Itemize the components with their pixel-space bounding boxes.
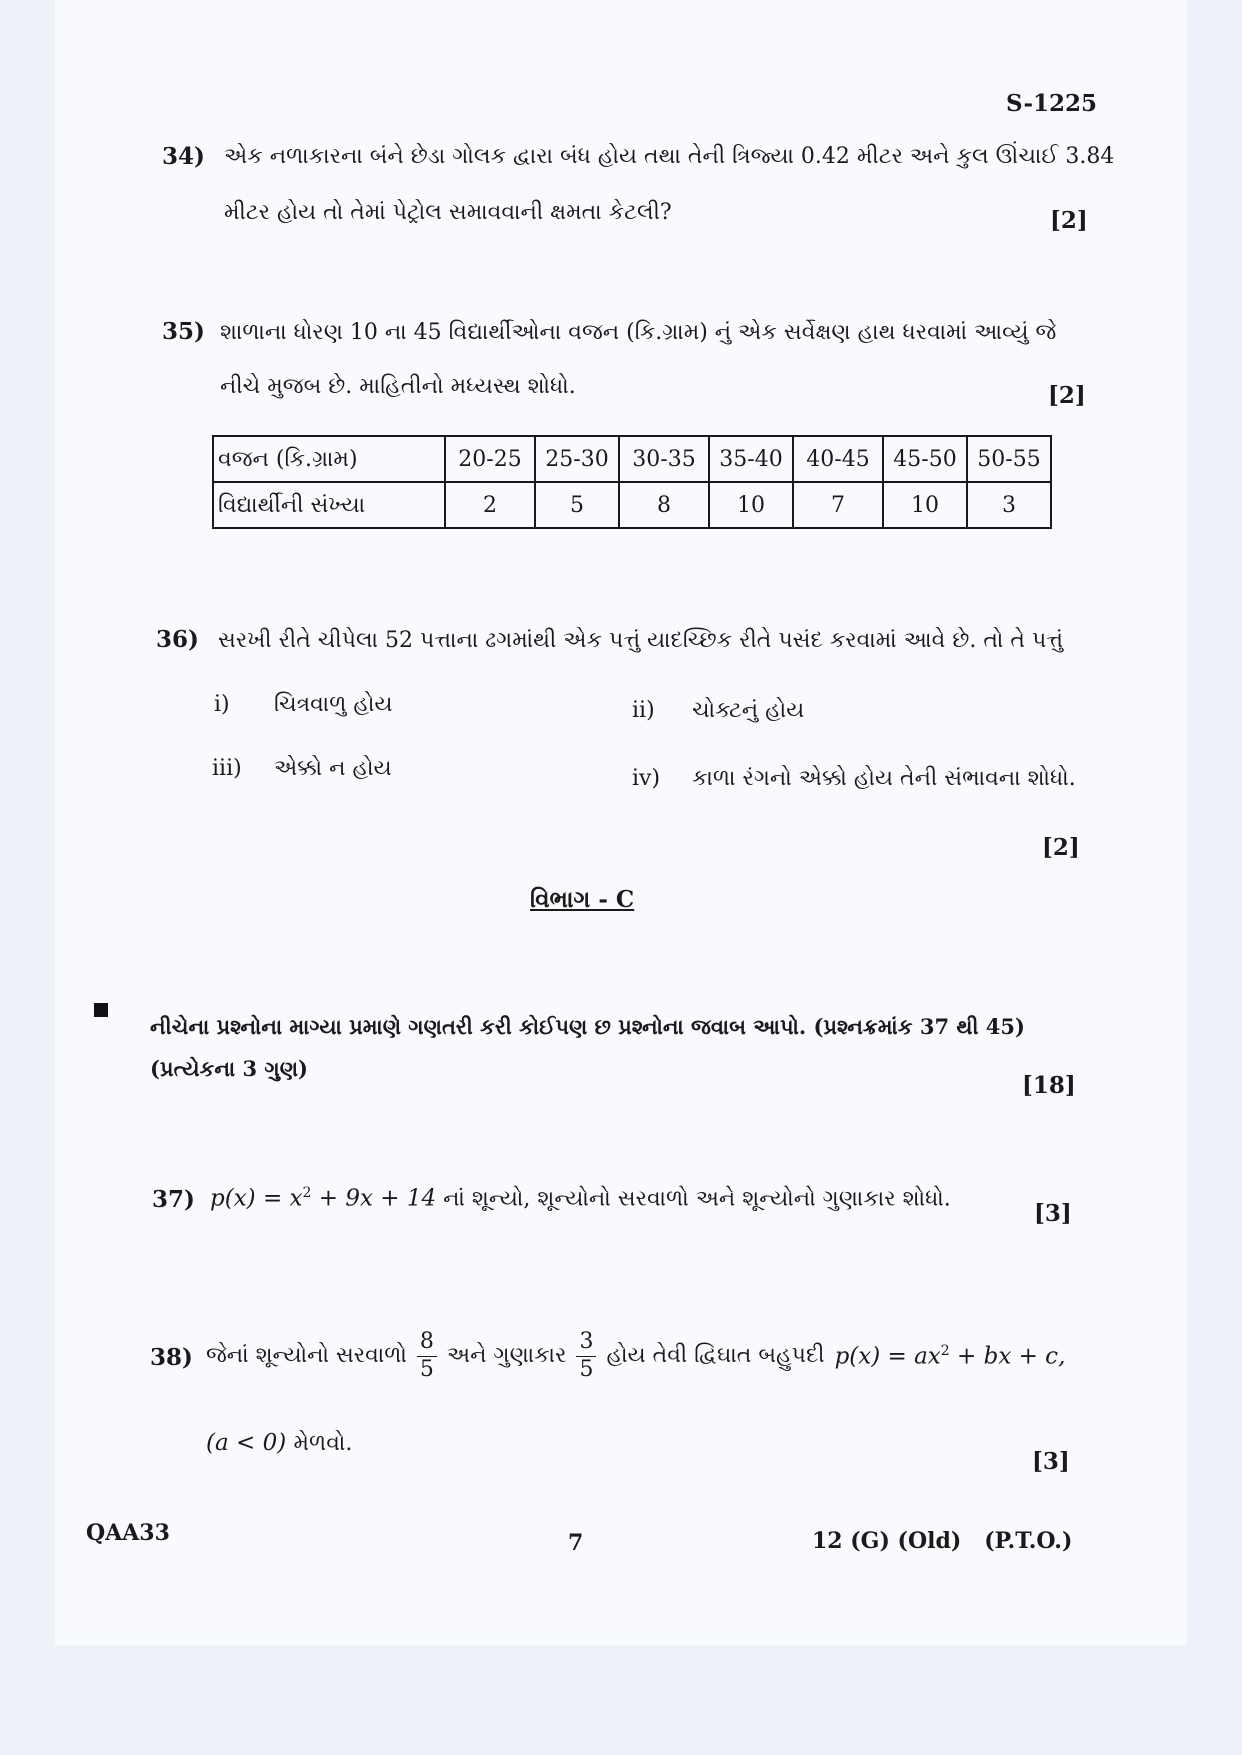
table-cell: 5 (535, 482, 619, 528)
q38-text-b: અને ગુણાકાર (446, 1343, 567, 1368)
instruction-line1: નીચેના પ્રશ્નોના માગ્યા પ્રમાણે ગણતરી કરી કોઈપણ છ પ્રશ્નોના જવાબ આપો. (પ્રશ્નક્રમાંક 37 થી 45) (150, 1014, 1025, 1039)
q38-number: 38) (150, 1344, 193, 1371)
table-cell: 25-30 (535, 436, 619, 482)
table-cell: 30-35 (619, 436, 709, 482)
q37-expr-rest: + 9x + 14 (311, 1185, 437, 1212)
q37-expr-eq: = x (255, 1185, 303, 1212)
table-cell: 50-55 (967, 436, 1051, 482)
table-cell: 40-45 (793, 436, 883, 482)
paper-code: S-1225 (1006, 90, 1098, 117)
q36-number: 36) (156, 626, 199, 653)
q38-condition-text: મેળવો. (293, 1431, 353, 1456)
q36-line1: સરખી રીતે ચીપેલા 52 પત્તાના ઢગમાંથી એક પત્તું યાદચ્છિક રીતે પસંદ કરવામાં આવે છે. તો તે પત્તું (218, 628, 1064, 653)
q38-text-c: હોય તેવી દ્વિઘાત બહુપદી (606, 1343, 825, 1368)
q36-opt1-number: i) (214, 692, 230, 717)
q35-number: 35) (162, 318, 205, 345)
instruction-marks: [18] (1022, 1072, 1076, 1099)
q38-poly-sup: 2 (940, 1342, 950, 1359)
q37-number: 37) (152, 1186, 195, 1213)
q34-number: 34) (162, 143, 205, 170)
q38-condition: (a < 0) (206, 1430, 287, 1456)
table-header-students: વિદ્યાર્થીની સંખ્યા (213, 482, 445, 528)
q34-line2: મીટર હોય તો તેમાં પેટ્રોલ સમાવવાની ક્ષમતા કેટલી? (224, 200, 672, 225)
q38-fraction-sum (417, 1329, 437, 1383)
table-row (213, 482, 1051, 528)
q35-marks: [2] (1048, 382, 1086, 409)
q37-expr-x: (x) (224, 1185, 256, 1212)
q38-question (206, 1326, 1065, 1386)
q36-opt4-number: iv) (632, 766, 661, 791)
weight-frequency-table (212, 435, 1052, 529)
table-cell: 7 (793, 482, 883, 528)
q38-frac2-num: 3 (576, 1329, 596, 1356)
instruction-line2: (પ્રત્યેકના 3 ગુણ) (150, 1056, 308, 1081)
q38-poly-a: p(x) = ax (834, 1343, 941, 1370)
q37-question (210, 1186, 951, 1211)
q34-line1: એક નળાકારના બંને છેડા ગોલક દ્વારા બંધ હોય તથા તેની ત્રિજ્યા 0.42 મીટર અને કુલ ઊંચાઈ 3.84 (224, 144, 1115, 169)
q36-marks: [2] (1042, 834, 1080, 861)
footer-code: QAA33 (86, 1520, 170, 1546)
q34-marks: [2] (1050, 207, 1088, 234)
table-cell: 2 (445, 482, 535, 528)
q38-frac2-den: 5 (579, 1356, 594, 1382)
q38-frac1-den: 5 (419, 1356, 434, 1382)
table-cell: 45-50 (883, 436, 967, 482)
q37-expr-p: p (210, 1185, 225, 1212)
q36-opt3-text: એક્કો ન હોય (274, 756, 392, 781)
q36-opt1-text: ચિત્રવાળુ હોય (274, 692, 393, 717)
q38-condition-line (206, 1432, 352, 1455)
table-cell: 3 (967, 482, 1051, 528)
q37-expr-sup: 2 (302, 1185, 312, 1201)
exam-page (55, 0, 1187, 1645)
q38-marks: [3] (1032, 1448, 1070, 1475)
table-cell: 10 (709, 482, 793, 528)
q36-opt3-number: iii) (212, 756, 242, 781)
table-cell: 8 (619, 482, 709, 528)
q36-opt4-text: કાળા રંગનો એક્કો હોય તેની સંભાવના શોધો. (692, 766, 1076, 791)
table-row (213, 436, 1051, 482)
bullet-square-icon (94, 1003, 108, 1017)
table-cell: 35-40 (709, 436, 793, 482)
q38-text-a: જેનાં શૂન્યોનો સરવાળો (206, 1343, 407, 1368)
table-header-weight: વજન (કિ.ગ્રામ) (213, 436, 445, 482)
section-title: વિભાગ - C (530, 886, 635, 913)
table-cell: 20-25 (445, 436, 535, 482)
page-number: 7 (568, 1530, 584, 1556)
table-cell: 10 (883, 482, 967, 528)
q38-poly-b: + bx + c, (949, 1343, 1066, 1370)
q37-marks: [3] (1034, 1200, 1072, 1227)
q38-fraction-product (576, 1329, 596, 1383)
q36-opt2-text: ચોક્ટનું હોય (692, 698, 805, 723)
q35-line1: શાળાના ધોરણ 10 ના 45 વિદ્યાર્થીઓના વજન (કિ.ગ્રામ) નું એક સર્વેક્ષણ હાથ ધરવામાં આવ્યું જે (220, 320, 1057, 345)
footer-right: 12 (G) (Old) (P.T.O.) (812, 1528, 1073, 1554)
q35-line2: નીચે મુજબ છે. માહિતીનો મધ્યસ્થ શોધો. (220, 374, 576, 399)
q38-frac1-num: 8 (417, 1329, 437, 1356)
q36-opt2-number: ii) (632, 698, 655, 723)
q37-text: નાં શૂન્યો, શૂન્યોનો સરવાળો અને શૂન્યોનો ગુણાકાર શોધો. (436, 1186, 951, 1212)
